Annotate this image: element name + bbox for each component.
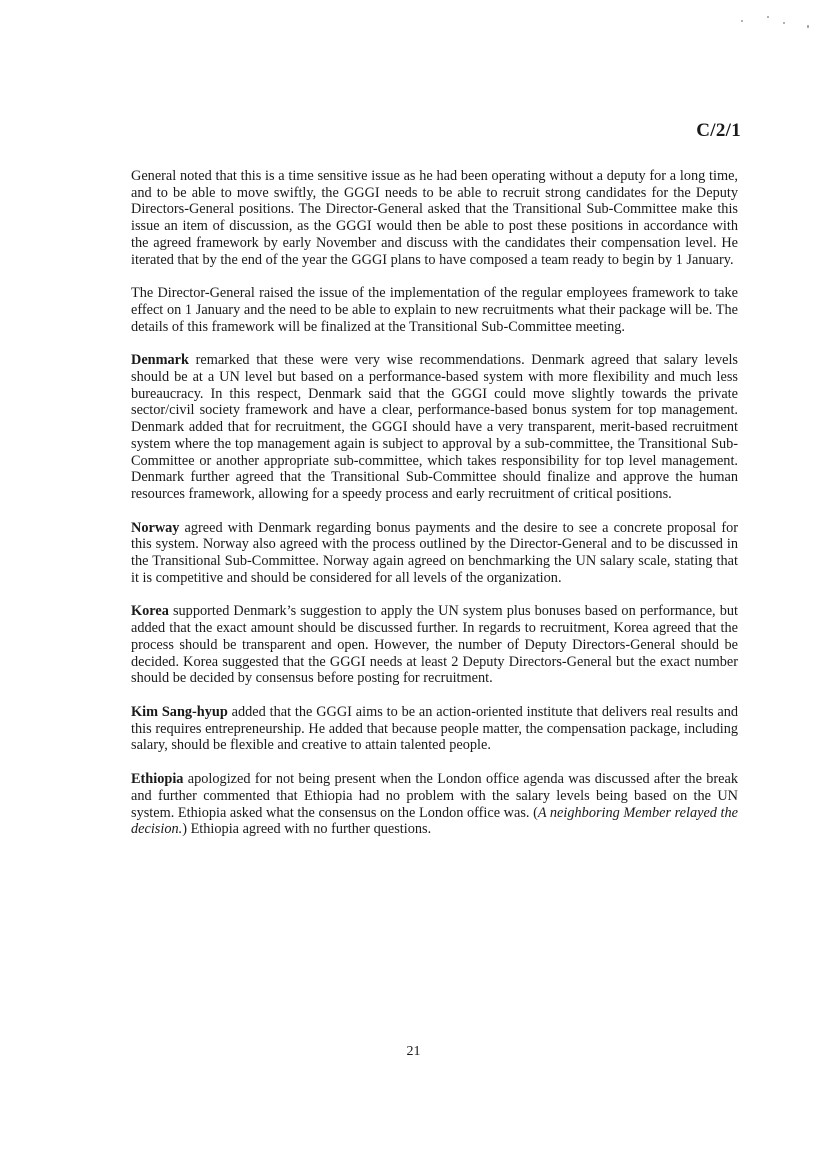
- paragraph: [131, 168, 738, 268]
- scan-speck: [767, 16, 769, 18]
- paragraph-text: The Director-General raised the issue of the implementation of the regular employees framework to take effect on 1 January and the need to be able to explain to new recruitments what their package will be. The details of this framework will be finalized at the Transitional Sub-Committee meeting.: [131, 285, 738, 335]
- paragraph-text: remarked that these were very wise recommendations. Denmark agreed that salary levels should be at a UN level but based on a performance-based system with more flexibility and much less bureaucracy. In this respect, Denmark said that the GGGI could move slightly towards the private sector/civil society framework and have a clear, performance-based bonus system for top management. Denmark added that for recruitment, the GGGI should have a very transparent, merit-based recruitment system where the top management again is subject to approval by a sub-committee, the Transitional Sub-Committee or another appropriate sub-committee, which takes responsibility for top level management. Denmark further agreed that the Transitional Sub-Committee should finalize and approve the human resources framework, allowing for a speedy process and early recruitment of critical positions.: [131, 352, 738, 502]
- paragraph: [131, 352, 738, 502]
- document-body: [131, 168, 738, 855]
- speaker-name: Korea: [131, 603, 169, 620]
- paragraph: [131, 285, 738, 335]
- scan-speck: [741, 20, 743, 22]
- paragraph-text: apologized for not being present when the London office agenda was discussed after the break and further commented that Ethiopia had no problem with the salary levels being based on the UN system. Ethiopia asked what the consensus on the London office was. (: [131, 771, 738, 821]
- paragraph-text: supported Denmark’s suggestion to apply the UN system plus bonuses based on performance, but added that the exact amount should be discussed further. In regards to recruitment, Korea agreed that the process should be transparent and open. However, the number of Deputy Directors-General should be decided. Korea suggested that the GGGI needs at least 2 Deputy Directors-General but the exact number should be decided by consensus before posting for recruitment.: [131, 603, 738, 687]
- paragraph-tail: ) Ethiopia agreed with no further questions.: [182, 821, 432, 838]
- speaker-name: Ethiopia: [131, 771, 184, 788]
- paragraph-text: added that the GGGI aims to be an action-oriented institute that delivers real results and this requires entrepreneurship. He added that because people matter, the compensation package, including salary, should be flexible and creative to attain talented people.: [131, 703, 738, 754]
- document-code: C/2/1: [696, 120, 741, 141]
- speaker-name: Norway: [131, 519, 180, 536]
- paragraph: [131, 704, 738, 754]
- scan-speck: [783, 22, 785, 24]
- paragraph: [131, 603, 738, 687]
- scan-speck: [807, 25, 809, 28]
- speaker-name: Denmark: [131, 352, 189, 369]
- stage-direction: A neighboring Member relayed the decision.: [131, 804, 738, 838]
- scan-specks: [735, 14, 815, 34]
- page-number: 21: [406, 1044, 421, 1059]
- speaker-name: Kim Sang-hyup: [131, 703, 228, 720]
- paragraph: [131, 520, 738, 587]
- paragraph-text: agreed with Denmark regarding bonus payments and the desire to see a concrete proposal for this system. Norway also agreed with the process outlined by the Director-General and to be discussed in the Transitional Sub-Committee. Norway again agreed on benchmarking the UN salary scale, stating that it is competitive and should be considered for all levels of the organization.: [131, 519, 738, 586]
- paragraph: [131, 771, 738, 838]
- paragraph-text: General noted that this is a time sensitive issue as he had been operating without a deputy for a long time, and to be able to move swiftly, the GGGI needs to be able to recruit strong candidates for the Deputy Directors-General positions. The Director-General asked that the Transitional Sub-Committee make this issue an item of discussion, as the GGGI would then be able to post these positions in accordance with the agreed framework by early November and discuss with the candidates their compensation level. He iterated that by the end of the year the GGGI plans to have composed a team ready to begin by 1 January.: [131, 168, 738, 268]
